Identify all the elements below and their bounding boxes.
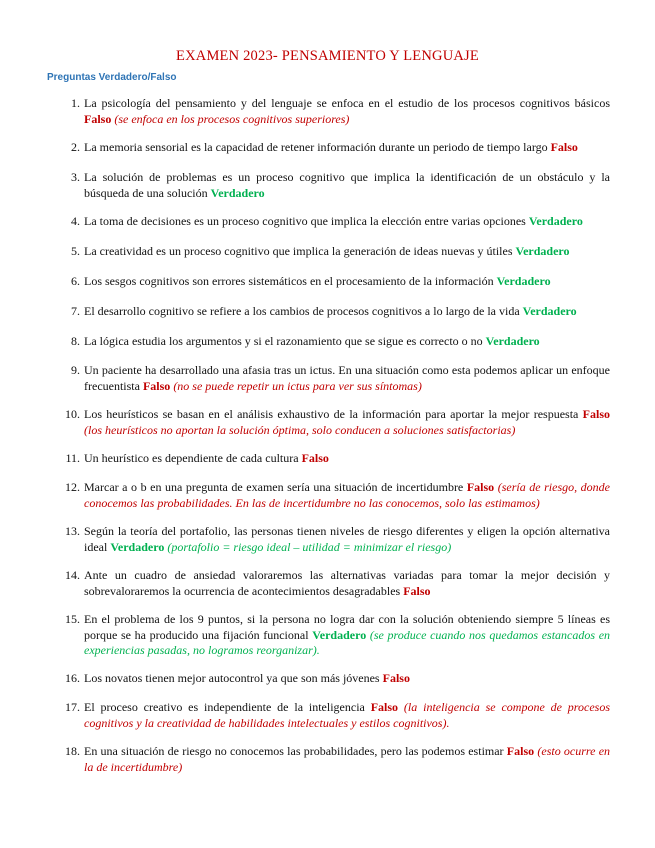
question-number: 3. — [71, 170, 80, 184]
question-number: 10. — [65, 407, 80, 421]
question-text-block — [84, 140, 610, 156]
question-text-block — [84, 700, 610, 731]
question-text-block — [84, 480, 610, 511]
question-number: 12. — [65, 480, 80, 494]
question-text-block — [84, 170, 610, 201]
question-text: Ante un cuadro de ansiedad valoraremos las alternativas variadas para tomar la mejor decisión y sobrevaloraremos la ocurrencia de acontecimientos desagradables — [84, 568, 610, 598]
answer-true: Verdadero — [485, 334, 540, 348]
question-text-block — [84, 244, 610, 260]
question-text: La memoria sensorial es la capacidad de retener información durante un periodo de tiempo largo — [84, 140, 548, 154]
question-text: Los sesgos cognitivos son errores sistemáticos en el procesamiento de la información — [84, 274, 494, 288]
answer-false: Falso — [506, 744, 535, 758]
question-text-block — [84, 671, 610, 687]
question-text: El desarrollo cognitivo se refiere a los cambios de procesos cognitivos a lo largo de la vida — [84, 304, 520, 318]
question-number: 7. — [71, 304, 80, 318]
answer-false: Falso — [382, 671, 410, 685]
answer-note: (esto ocurre en la de incertidumbre) — [84, 744, 611, 774]
question-number: 17. — [65, 700, 80, 714]
question-text-block — [84, 568, 610, 599]
question-text-block — [84, 304, 610, 320]
question-text: La psicología del pensamiento y del lenguaje se enfoca en el estudio de los procesos cognitivos básicos — [84, 96, 610, 110]
question-text-block — [84, 524, 610, 555]
question-text: Un paciente ha desarrollado una afasia tras un ictus. En una situación como esta podemos aplicar un enfoque frecuentista — [84, 363, 610, 393]
answer-note: (no se puede repetir un ictus para ver sus síntomas) — [173, 378, 422, 393]
question-text-block — [84, 363, 610, 394]
question-text: Un heurístico es dependiente de cada cultura — [84, 451, 299, 465]
question-text: La solución de problemas es un proceso cognitivo que implica la identificación de un obstáculo y la búsqueda de una solución — [84, 170, 610, 200]
answer-false: Falso — [466, 480, 495, 494]
question-number: 6. — [71, 274, 80, 288]
answer-true: Verdadero — [522, 304, 577, 318]
question-number: 15. — [65, 612, 80, 626]
answer-true: Verdadero — [515, 244, 570, 258]
question-text: Según la teoría del portafolio, las personas tienen niveles de riesgo diferentes y eligen la opción alternativa ideal — [84, 524, 610, 554]
answer-false: Falso — [403, 583, 431, 598]
section-heading: Preguntas Verdadero/Falso — [47, 72, 177, 83]
question-text: La toma de decisiones es un proceso cognitivo que implica la elección entre varias opciones — [84, 214, 526, 228]
answer-true: Verdadero — [110, 539, 165, 554]
answer-note: (sería de riesgo, donde conocemos las probabilidades. En las de incertidumbre no las conocemos, solo las estimamos) — [84, 480, 610, 510]
question-number: 18. — [65, 744, 80, 758]
question-number: 1. — [71, 96, 80, 110]
question-text-block — [84, 612, 610, 659]
answer-false: Falso — [582, 407, 611, 421]
answer-note: (portafolio = riesgo ideal – utilidad = minimizar el riesgo) — [167, 539, 452, 554]
question-number: 11. — [65, 451, 80, 465]
answer-true: Verdadero — [210, 185, 265, 200]
answer-note: (los heurísticos no aportan la solución óptima, solo conducen a soluciones satisfactorias) — [84, 422, 516, 437]
question-text: La creatividad es un proceso cognitivo que implica la generación de ideas nuevas y útiles — [84, 244, 513, 258]
question-number: 5. — [71, 244, 80, 258]
question-text-block — [84, 96, 610, 127]
question-number: 9. — [71, 363, 80, 377]
page-title: EXAMEN 2023- PENSAMIENTO Y LENGUAJE — [176, 48, 479, 64]
answer-false: Falso — [370, 700, 399, 714]
question-number: 4. — [71, 214, 80, 228]
question-text-block — [84, 744, 610, 775]
question-text: Marcar a o b en una pregunta de examen sería una situación de incertidumbre — [84, 480, 464, 494]
question-text-block — [84, 274, 610, 290]
answer-note: (se enfoca en los procesos cognitivos superiores) — [114, 111, 350, 126]
question-text: En una situación de riesgo no conocemos las probabilidades, pero las podemos estimar — [84, 744, 504, 758]
answer-true: Verdadero — [496, 274, 551, 288]
question-text-block — [84, 451, 610, 467]
question-text-block — [84, 214, 610, 230]
answer-note: (la inteligencia se compone de procesos cognitivos y la creatividad de habilidades intelectuales y estilos cognitivos). — [84, 700, 611, 730]
question-number: 8. — [71, 334, 80, 348]
answer-false: Falso — [301, 451, 329, 465]
answer-true: Verdadero — [312, 627, 367, 642]
question-text: El proceso creativo es independiente de la inteligencia — [84, 700, 365, 714]
answer-false: Falso — [550, 140, 578, 154]
question-text: La lógica estudia los argumentos y si el razonamiento que se sigue es correcto o no — [84, 334, 483, 348]
answer-true: Verdadero — [528, 214, 583, 228]
question-text: Los novatos tienen mejor autocontrol ya que son más jóvenes — [84, 671, 380, 685]
question-text-block — [84, 407, 610, 438]
answer-false: Falso — [142, 378, 171, 393]
question-number: 2. — [71, 140, 80, 154]
question-number: 14. — [65, 568, 80, 582]
question-text-block — [84, 334, 610, 350]
answer-note: (se produce cuando nos quedamos estancados en experiencias pasadas, no logramos reorganizar). — [84, 627, 611, 657]
question-number: 16. — [65, 671, 80, 685]
question-text: En el problema de los 9 puntos, si la persona no logra dar con la solución obteniendo siempre 5 líneas es porque se ha producido una fijación funcional — [84, 612, 610, 642]
question-number: 13. — [65, 524, 80, 538]
answer-false: Falso — [84, 111, 112, 126]
question-text: Los heurísticos se basan en el análisis exhaustivo de la información para aportar la mejor respuesta — [84, 407, 579, 421]
